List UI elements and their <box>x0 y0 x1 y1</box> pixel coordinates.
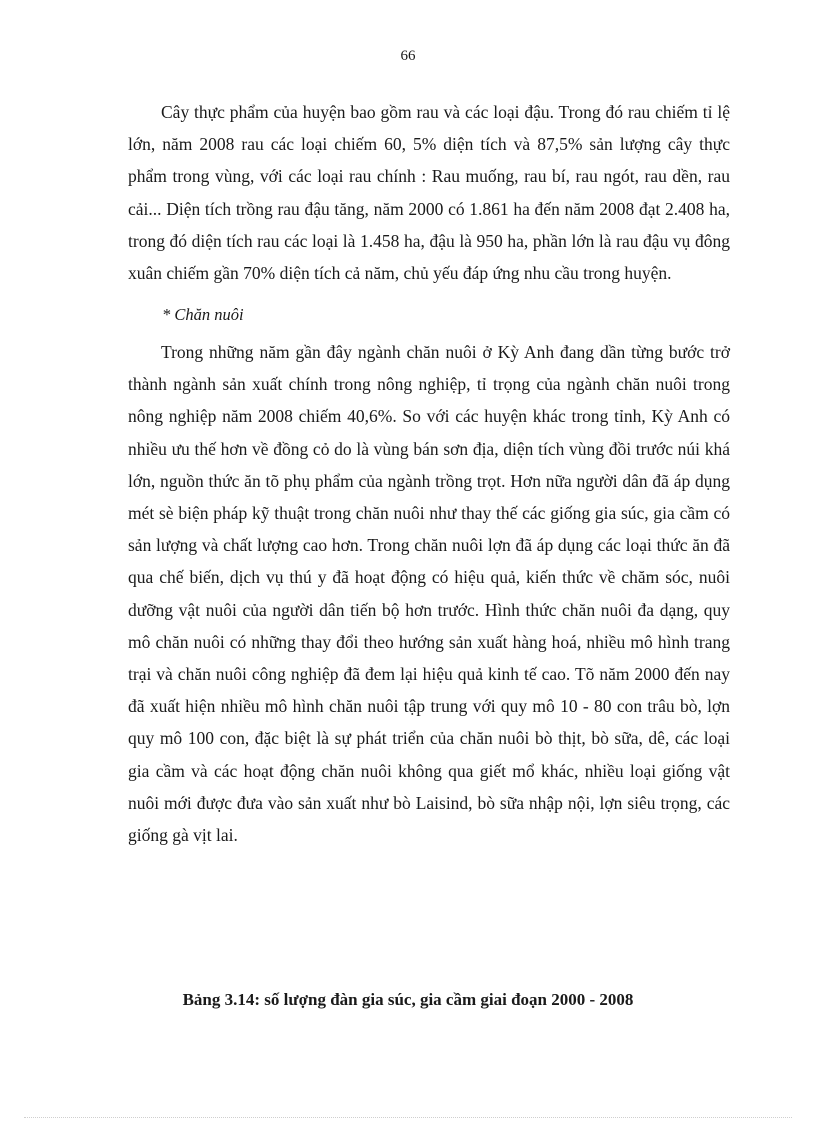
paragraph-food-crops <box>128 96 730 289</box>
paragraph-livestock <box>128 336 730 851</box>
section-heading-livestock: * Chăn nuôi <box>162 305 244 324</box>
paragraph-text: Trong những năm gần đây ngành chăn nuôi ở Kỳ Anh đang dần từng bước trở thành ngành sản xuất chính trong nông nghiệp, tỉ trọng của ngành chăn nuôi trong nông nghiệp năm 2008 chiếm 40,6%. So với các huyện khác trong tỉnh, Kỳ Anh có nhiều ưu thế hơn về đồng cỏ do là vùng bán sơn địa, diện tích vùng đồi trước núi khá lớn, nguồn thức ăn tõ phụ phẩm của ngành trồng trọt. Hơn nữa người dân đã áp dụng mét sè biện pháp kỹ thuật trong chăn nuôi như thay thế các giống gia súc, gia cầm có sản lượng và chất lượng cao hơn. Trong chăn nuôi lợn đã áp dụng các loại thức ăn đã qua chế biến, dịch vụ thú y đã hoạt động có hiệu quả, kiến thức về chăm sóc, nuôi dưỡng vật nuôi của người dân tiến bộ hơn trước. Hình thức chăn nuôi đa dạng, quy mô chăn nuôi có những thay đổi theo hướng sản xuất hàng hoá, nhiều mô hình trang trại và chăn nuôi công nghiệp đã đem lại hiệu quả kinh tế cao. Tõ năm 2000 đến nay đã xuất hiện nhiều mô hình chăn nuôi tập trung với quy mô 10 - 80 con trâu bò, lợn quy mô 100 con, đặc biệt là sự phát triển của chăn nuôi bò thịt, bò sữa, dê, các loại gia cầm và các hoạt động chăn nuôi không qua giết mổ khác, nhiều loại giống vật nuôi mới được đưa vào sản xuất như bò Laisind, bò sữa nhập nội, lợn siêu trọng, các giống gà vịt lai. <box>128 342 730 846</box>
paragraph-text: Cây thực phẩm của huyện bao gồm rau và các loại đậu. Trong đó rau chiếm tỉ lệ lớn, năm 2008 rau các loại chiếm 60, 5% diện tích và 87,5% sản lượng cây thực phẩm trong vùng, với các loại rau chính : Rau muống, rau bí, rau ngót, rau dền, rau cải... Diện tích trồng rau đậu tăng, năm 2000 có 1.861 ha đến năm 2008 đạt 2.408 ha, trong đó diện tích rau các loại là 1.458 ha, đậu là 950 ha, phần lớn là rau đậu vụ đông xuân chiếm gần 70% diện tích cả năm, chủ yếu đáp ứng nhu cầu trong huyện. <box>128 102 730 284</box>
page-number: 66 <box>400 48 416 64</box>
page-bottom-rule <box>24 1117 792 1118</box>
table-caption: Bảng 3.14: số lượng đàn gia súc, gia cầm giai đoạn 2000 - 2008 <box>182 990 634 1009</box>
